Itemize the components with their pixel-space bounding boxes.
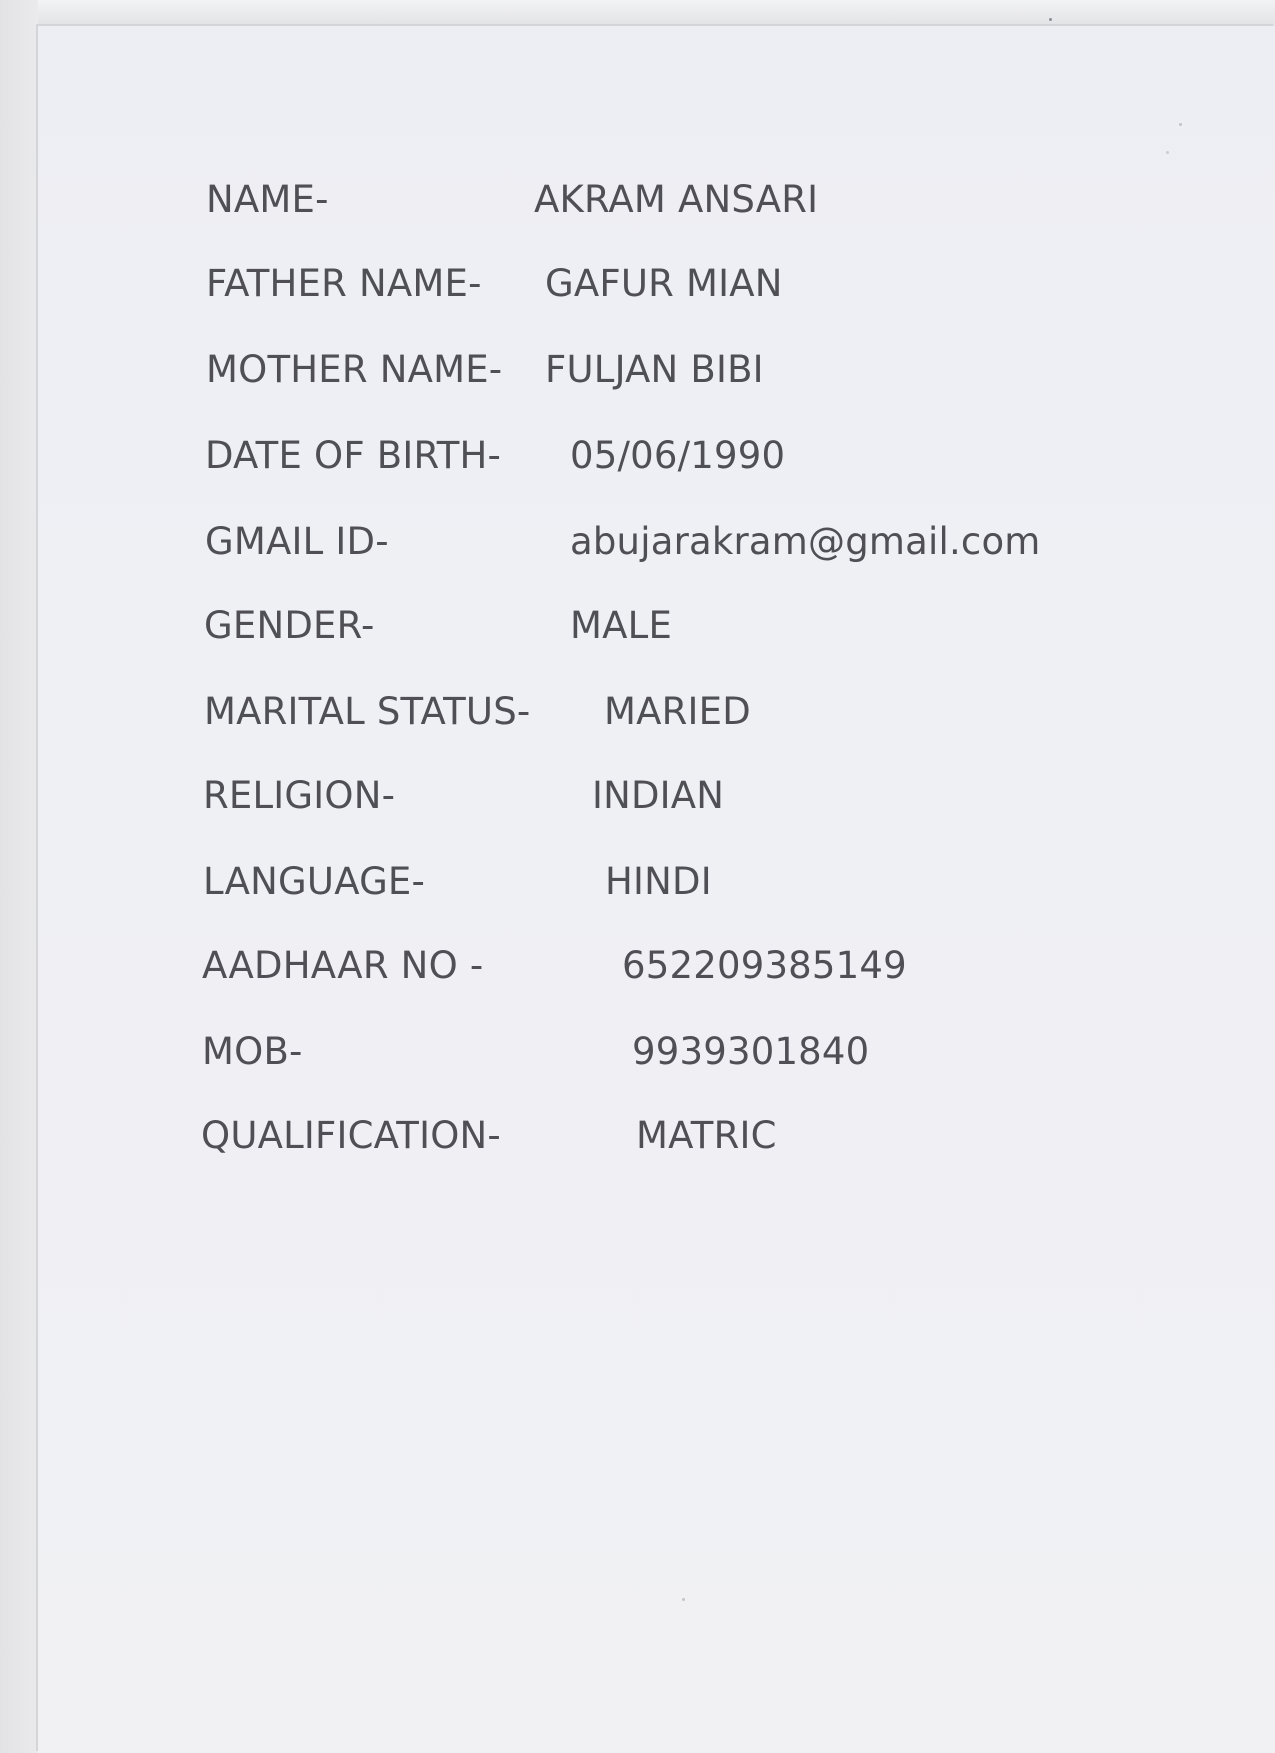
date-of-birth-value: 05/06/1990 [570, 434, 786, 477]
name-value: AKRAM ANSARI [534, 178, 819, 221]
field-religion [0, 766, 1275, 826]
qualification-label: QUALIFICATION- [201, 1114, 501, 1157]
mobile-value: 9939301840 [632, 1030, 870, 1073]
language-label: LANGUAGE- [203, 860, 426, 903]
gender-label: GENDER- [204, 604, 375, 647]
field-name [0, 170, 1275, 230]
field-date-of-birth [0, 426, 1275, 486]
field-marital-status [0, 682, 1275, 742]
field-father-name [0, 254, 1275, 314]
name-label: NAME- [206, 178, 329, 221]
field-mother-name [0, 340, 1275, 400]
date-of-birth-label: DATE OF BIRTH- [205, 434, 502, 477]
marital-status-label: MARITAL STATUS- [204, 690, 531, 733]
field-language [0, 852, 1275, 912]
language-value: HINDI [605, 860, 712, 903]
field-gmail-id [0, 512, 1275, 572]
gender-value: MALE [570, 604, 673, 647]
aadhaar-no-label: AADHAAR NO - [202, 944, 484, 987]
father-name-value: GAFUR MIAN [545, 262, 783, 305]
mother-name-label: MOTHER NAME- [206, 348, 503, 391]
mother-name-value: FULJAN BIBI [545, 348, 764, 391]
field-mobile [0, 1022, 1275, 1082]
marital-status-value: MARIED [604, 690, 751, 733]
gmail-id-label: GMAIL ID- [205, 520, 389, 563]
field-qualification [0, 1106, 1275, 1166]
aadhaar-no-value: 652209385149 [622, 944, 907, 987]
religion-label: RELIGION- [203, 774, 396, 817]
field-aadhaar-no [0, 936, 1275, 996]
field-gender [0, 596, 1275, 656]
mobile-label: MOB- [202, 1030, 303, 1073]
gmail-id-value: abujarakram@gmail.com [570, 520, 1041, 563]
qualification-value: MATRIC [636, 1114, 777, 1157]
father-name-label: FATHER NAME- [206, 262, 482, 305]
religion-value: INDIAN [592, 774, 725, 817]
